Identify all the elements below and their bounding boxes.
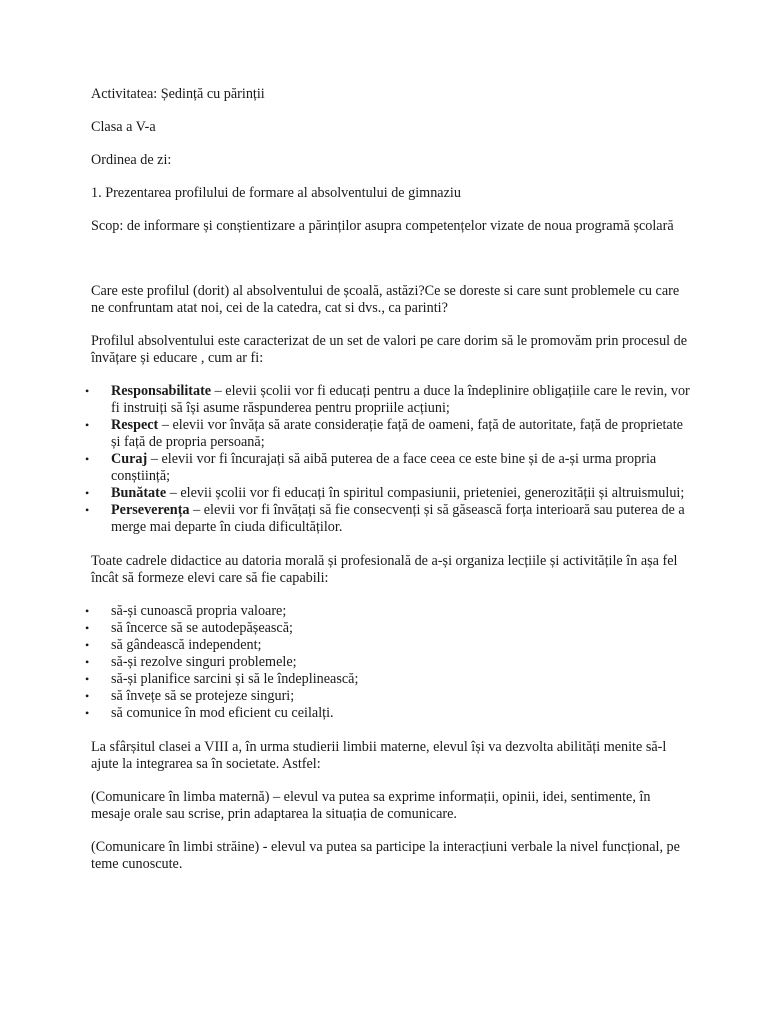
list-item: [91, 451, 691, 485]
list-item: • să-și planifice sarcini și să le îndeplinească;: [91, 671, 691, 688]
abilities-list: [91, 603, 691, 722]
document-body: [91, 86, 691, 889]
list-item: • să încerce să se autodepășească;: [91, 620, 691, 637]
list-item: [91, 485, 691, 502]
class-line: Clasa a V-a: [91, 119, 156, 135]
question-paragraph: Care este profilul (dorit) al absolventului de școală, astăzi?Ce se doreste si care sunt problemele cu care ne confruntam atat noi, cei de la catedra, cat si dvs., ca parinti?: [91, 283, 680, 316]
agenda-item-1: 1. Prezentarea profilului de formare al absolventului de gimnaziu: [91, 185, 461, 201]
value-text: – elevii vor învăța să arate considerație față de oameni, față de autoritate, față de proprietate și față de propria persoană;: [111, 417, 683, 450]
values-list: [91, 383, 691, 536]
foreign-language-paragraph: (Comunicare în limbi străine) - elevul va putea sa participe la interacțiuni verbale la nivel funcțional, pe teme cunoscute.: [91, 839, 680, 872]
value-term: Responsabilitate: [111, 383, 212, 399]
list-item: • să învețe să se protejeze singuri;: [91, 688, 691, 705]
native-language-paragraph: (Comunicare în limba maternă) – elevul va putea sa exprime informații, opinii, idei, sentimente, în mesaje orale sau scrise, prin adaptarea la situația de comunicare.: [91, 789, 651, 822]
list-item: • să comunice în mod eficient cu ceilalți.: [91, 705, 691, 722]
teachers-paragraph: Toate cadrele didactice au datoria morală și profesională de a-și organiza lecțiile și activitățile în așa fel încât să formeze elevi care să fie capabili:: [91, 553, 678, 586]
value-term: Perseverența: [111, 502, 190, 518]
list-item: • să-și rezolve singuri problemele;: [91, 654, 691, 671]
purpose-paragraph: Scop: de informare și conștientizare a părinților asupra competențelor vizate de noua programă școlară: [91, 218, 674, 234]
end-of-grade-paragraph: La sfârșitul clasei a VIII a, în urma studierii limbii materne, elevul își va dezvolta abilități menite să-l ajute la integrarea sa în societate. Astfel:: [91, 739, 667, 772]
value-term: Bunătate: [111, 485, 167, 501]
profile-paragraph: Profilul absolventului este caracterizat de un set de valori pe care dorim să le promovăm prin procesul de învățare și educare , cum ar fi:: [91, 333, 688, 366]
list-item: • să gândească independent;: [91, 637, 691, 654]
value-text: – elevii școlii vor fi educați pentru a duce la îndeplinire obligațiile care le revin, vor fi instruiți să își asume răspunderea pentru propriile acțiuni;: [111, 383, 690, 416]
value-text: – elevii vor fi învățați să fie consecvenți și să găsească forța interioară sau puterea de a merge mai departe în ciuda dificultăților.: [111, 502, 685, 535]
value-term: Respect: [111, 417, 159, 433]
activity-title: Activitatea: Ședință cu părinții: [91, 86, 265, 102]
value-term: Curaj: [111, 451, 148, 467]
value-text: – elevii vor fi încurajați să aibă puterea de a face ceea ce este bine și de a-și urma propria conștiință;: [111, 451, 657, 484]
list-item: [91, 417, 691, 451]
list-item: [91, 502, 691, 536]
list-item: • să-și cunoască propria valoare;: [91, 603, 691, 620]
agenda-heading: Ordinea de zi:: [91, 152, 172, 168]
list-item: [91, 383, 691, 417]
value-text: – elevii școlii vor fi educați în spiritul compasiunii, prieteniei, generozității și altruismului;: [166, 485, 685, 501]
